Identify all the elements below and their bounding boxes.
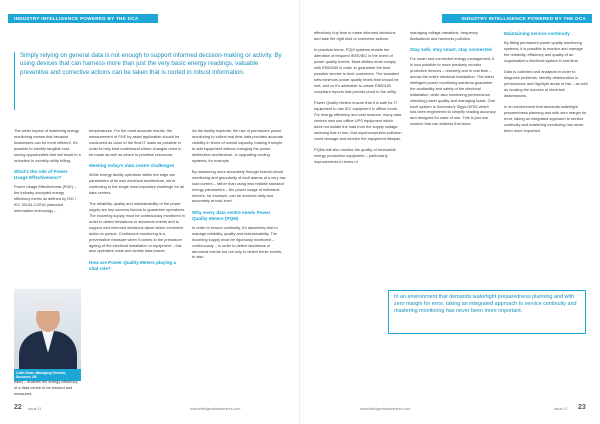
col6-heading-continuity: Maintaining service continuity xyxy=(504,31,570,36)
col3-paragraph-1: As the facility expands, the use of permanent power monitoring to collect real time data provides accurate visibility in terms of overall capacity, making it simple to add equipment without changing the power distribution architecture, or upgrading cooling systems, for example. xyxy=(192,128,284,163)
col2-paragraph-3: The reliability, quality and maintainability of the power supply are key success factors to guarantee operations. The incoming supply must be continuously monitored in order to detect deviations or abnormal events and to support well-informed decisions about which corrective action to pursue. Continuous monitoring is a preventative measure when it comes to the premature ageing of the electrical installation or equipment – this also optimises costs and avoids data losses. xyxy=(89,201,186,254)
right-footer-url: www.intelligentdatacentres.com xyxy=(360,407,411,411)
column-5 xyxy=(410,30,496,133)
column-4 xyxy=(314,30,402,170)
col6-paragraph-1: By fitting permanent power quality monitoring systems, it is possible to monitor and manage the reliability, efficiency and quality of an organisation's electrical system in real time. xyxy=(504,40,583,63)
col4-paragraph-2: In practical terms, PQM systems enable the alteration of frequent IEEE/IEC in the event of power quality events. Most utilities must comply with EN50160 in order to guarantee the best possible service to their customers. The standard sets minimum power quality levels that should be met, and so it's advisable to create EN50160 compliant reports that provide proof to the utility. xyxy=(314,47,399,94)
photo-caption: Colin Dean, Managing Director, Socomec UK xyxy=(14,369,81,381)
column-1-continued xyxy=(14,379,81,397)
col2-paragraph-2: While energy facility operators within the edge are parameters of its own electrical architecture, we're continuing to the single most important challenge for all data centres. xyxy=(89,172,184,195)
intro-text: Simply relying on general data is not enough to support informed decision-making or activity. By using devices that can harness more than just the very basic energy readings, valuable preventive and corrective actions can be taken that is rooted in robust information. xyxy=(20,52,282,76)
col6-paragraph-3: In an environment that demands watertight preparedness planning and with zero margin for error, taking an integrated approach to service continuity and mastering monitoring has never been more important. xyxy=(504,104,587,133)
right-issue: Issue 11 xyxy=(554,407,568,411)
col4-paragraph-3: Power Quality Meters ensure that it is safe for IT equipment to use IEC equipment in offline mode. For energy efficiency and cost reasons, many data centres now use offline UPS equipment which does not isolate the load from the supply voltage, meaning that in turn, that supercomputers pollution could damage and shorten the equipment lifespan. xyxy=(314,100,402,141)
col1-paragraph-3: data) – enables the energy efficiency of a data centre to be tracked and measured. xyxy=(14,379,78,396)
col1-heading-pue: What's the role of Power Usage Effectiveness? xyxy=(14,168,68,180)
col3-heading-why-pqm: Why every data centre needs Power Quality Meters (PQM) xyxy=(192,209,271,221)
column-6 xyxy=(504,30,588,139)
left-header-banner: INDUSTRY INTELLIGENCE POWERED BY THE DCA xyxy=(8,14,158,23)
col3-paragraph-2: By measuring more accurately through branch-circuit monitoring and granularity of fault alarms at a very low load current – rather than using less reliable standard energy parameters – the power usage of individual servers, for example, can be invoiced daily and accurately at rack level. xyxy=(192,168,286,204)
callout-text: In an environment that demands watertight preparedness planning and with zero margin for error, taking an integrated approach to service continuity and mastering monitoring has never been more important. xyxy=(394,294,577,314)
col5-heading-stay-safe: Stay safe, stay smart, stay connected xyxy=(410,47,492,53)
right-header-banner: INDUSTRY INTELLIGENCE POWERED BY THE DCA xyxy=(442,14,592,23)
col3-paragraph-3: In order to ensure continuity, it's absolutely vital to manage reliability, quality and maintainability. The incoming supply must be rigorously monitored – continuously – in order to detect deviations or abnormal events but not only to detect these events, to also xyxy=(192,224,283,260)
col1-paragraph-2: Power Usage Effectiveness (PUE) – the industry-accepted energy efficiency metric as defined by ISO / IEC 30134-2:2016 (standard information technology – xyxy=(14,183,77,213)
col1-paragraph-1: The wider impact of mastering energy monitoring means that because businesses can be more efficient, it's possible to identify tangible cost-saving opportunities that will result in a reduction in monthly utility billing. xyxy=(14,128,81,163)
col2-heading-challenges: Meeting today's data centre challenges xyxy=(89,163,175,169)
col2-paragraph-1: temperatures. For the most accurate results, the measurement of PUE by asset application should be conducted as close to the final IT loads as possible in order to help best understand where changes need to be made as well as where to prioritise resources. xyxy=(89,128,182,157)
column-3 xyxy=(192,128,286,266)
left-issue: Issue 11 xyxy=(28,407,42,411)
right-page xyxy=(300,0,600,424)
intro-pull-quote xyxy=(14,52,282,110)
col5-paragraph-1: managing voltage variations, frequency fluctuations and harmonic pollution. xyxy=(410,30,478,41)
col6-paragraph-2: Data is collected and analysed in order to diagnose problems, identify deterioration in performance and highlight areas of risk – as well as locating the sources of electrical disturbances. xyxy=(504,69,588,98)
left-page-number: 22 xyxy=(14,404,22,411)
right-page-number: 23 xyxy=(578,404,586,411)
portrait-photo xyxy=(14,289,81,369)
col2-heading-pqm-role: How are Power Quality Meters playing a vital role? xyxy=(89,259,177,271)
left-footer-url: www.intelligentdatacentres.com xyxy=(190,407,241,411)
col5-paragraph-2: For smart and connected energy management, it is now possible to more precisely monitor protective devices – remotely and in real time – across the entire electrical installation. The latest intelligent power monitoring solutions guarantee the availability and safety of the electrical installation, while also monitoring performance, checking power quality and managing loads. One such system is Socomec's Digys DIRIS which has been engineered to simplify reading accuracy and designed for ease of use. This is just one solution that can address this issue. xyxy=(410,56,496,127)
col4-paragraph-1: effectively buy time to make informed decisions and take the right kind of corrective actions. xyxy=(314,30,396,41)
pull-quote-callout xyxy=(388,290,586,334)
column-2 xyxy=(89,128,186,275)
col4-paragraph-4: PQMs will also monitor the quality of renewable energy production equipment – particularly improvements in terms of xyxy=(314,146,396,164)
column-1 xyxy=(14,128,81,219)
